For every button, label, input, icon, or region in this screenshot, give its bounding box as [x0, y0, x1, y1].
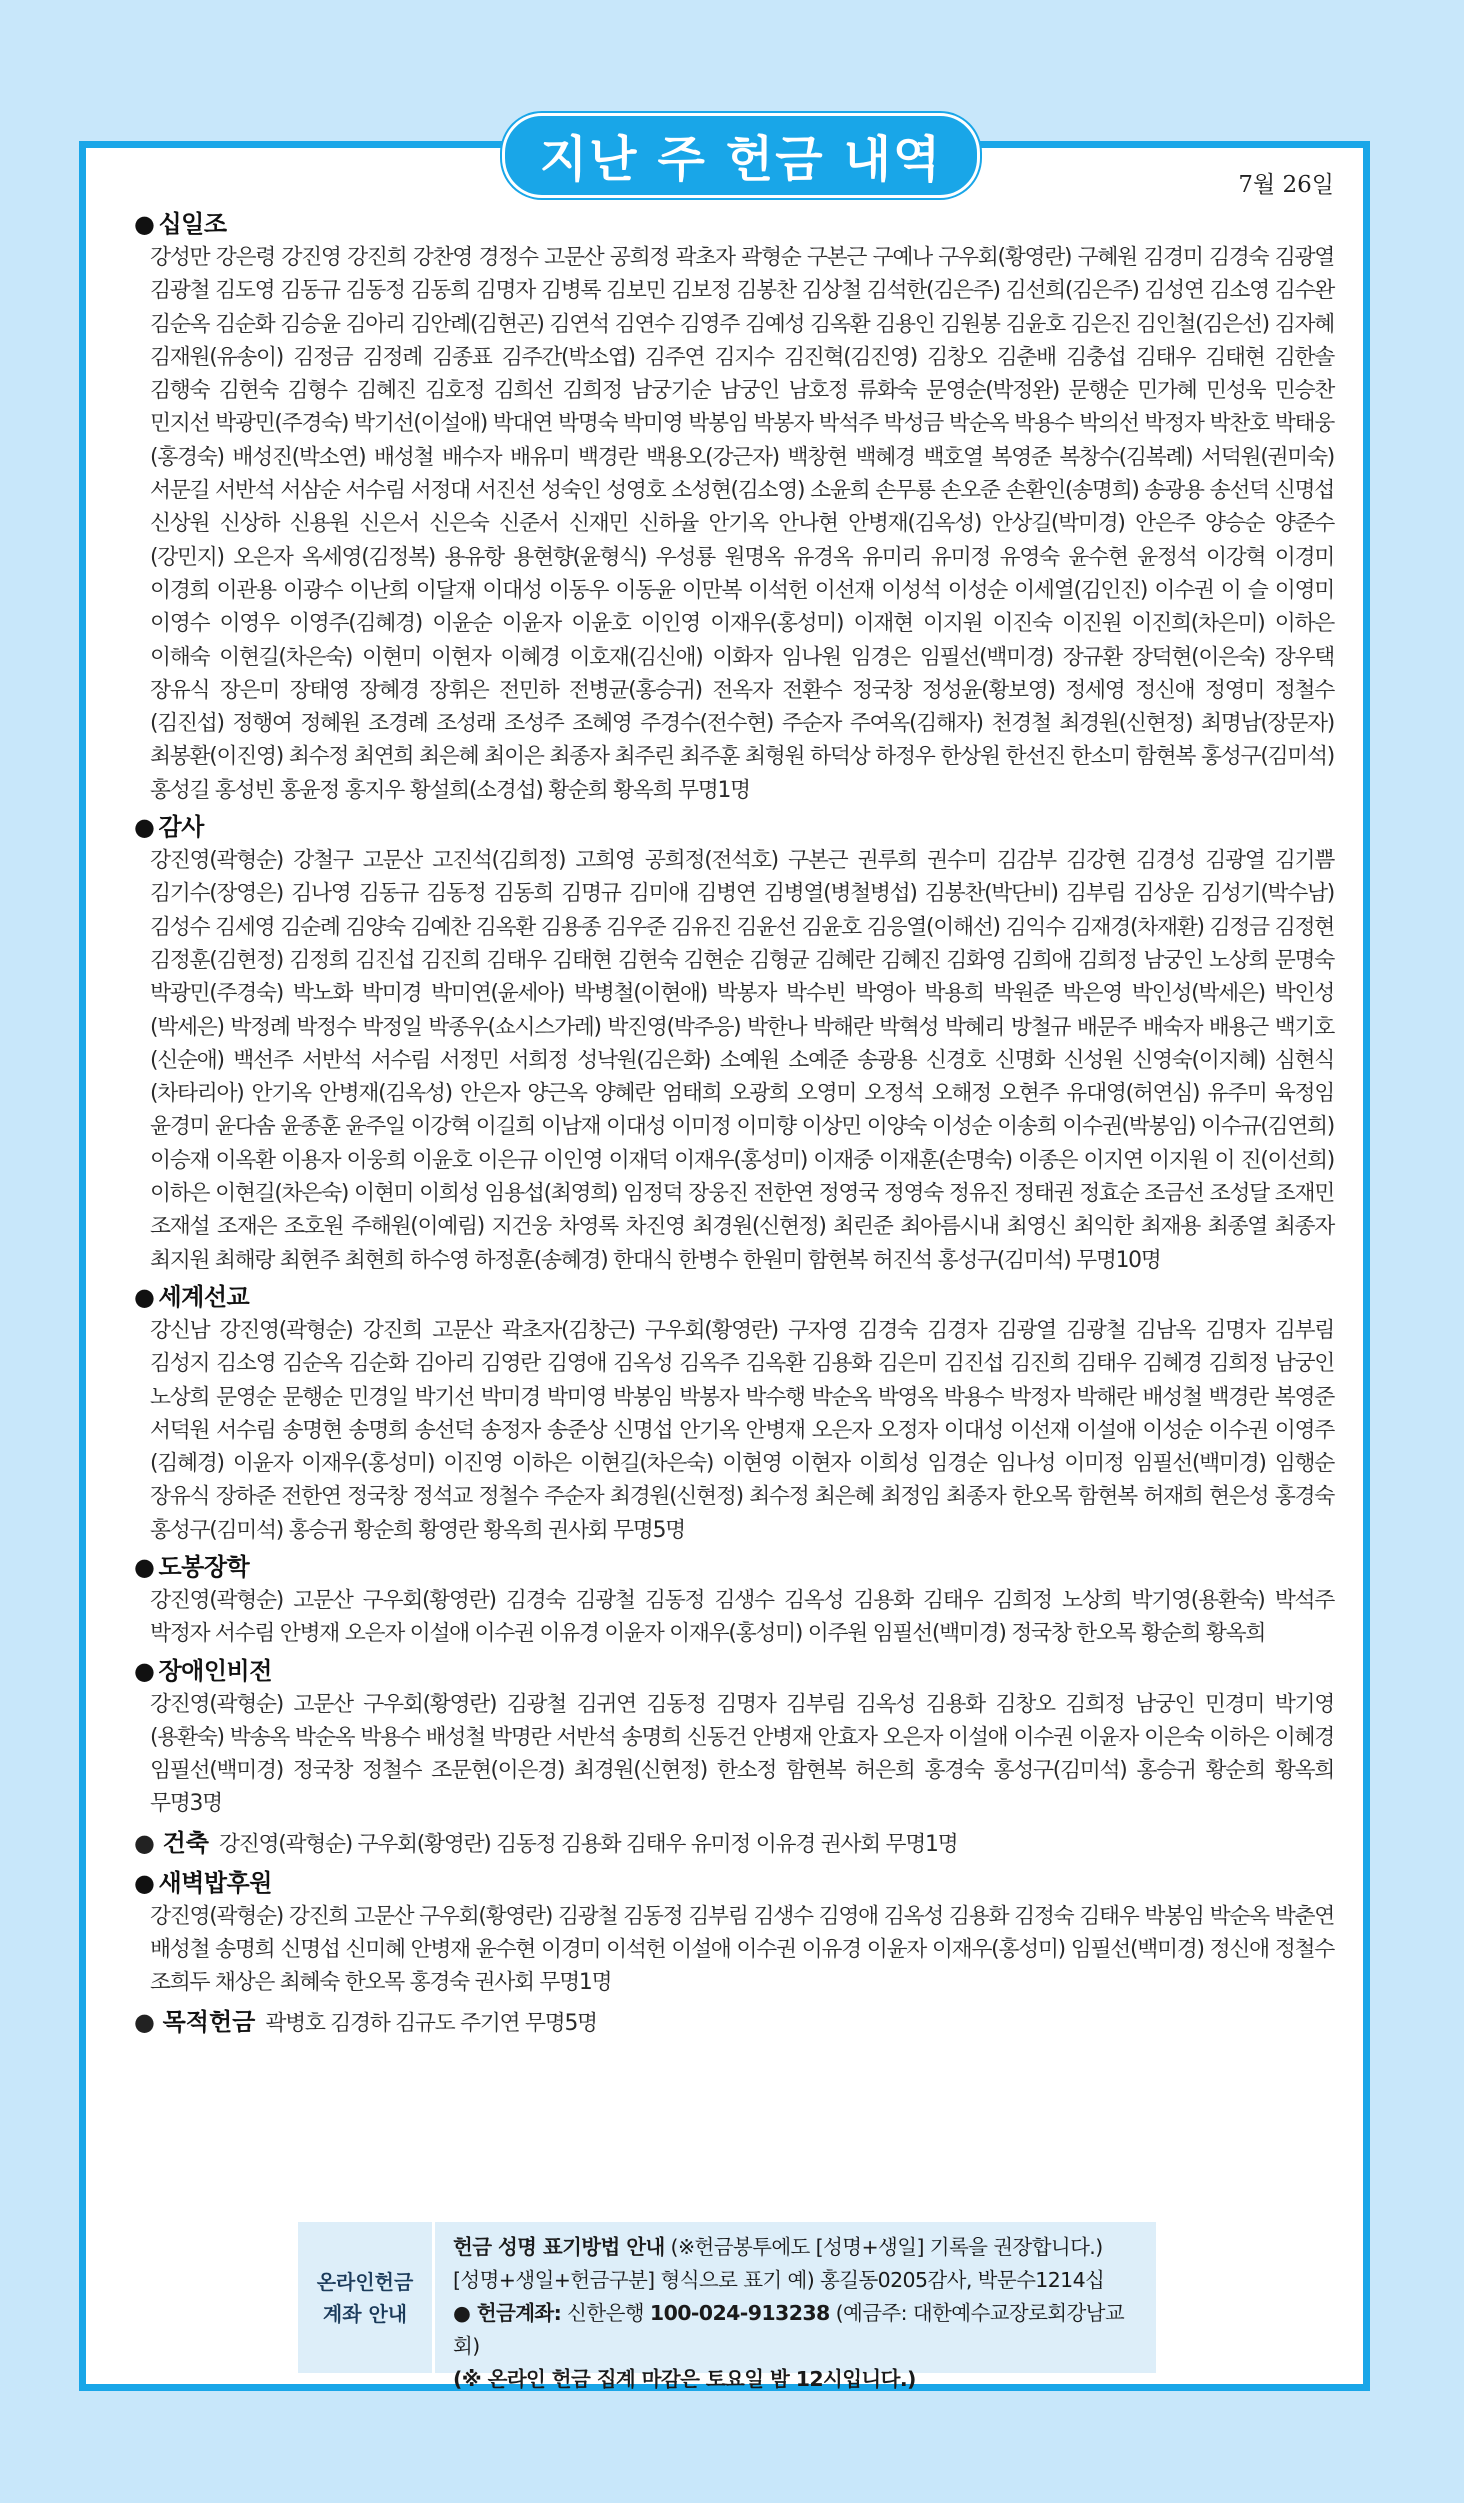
section-names: 강진영(곽형순) 강철구 고문산 고진석(김희정) 고희영 공희정(전석호) 구본근 권루희 권수미 김감부 김강현 김경성 김광열 김기쁨 김기수(장영은) 김나영 김동규 김동정 김동희 김명규 김미애 김병연 김병열(병철병섭) 김봉찬(박단비) 김부림 김상운 김성기(박수남) 김성수 김세영 김순례 김양숙 김예찬 김옥환 김용종 김우준 김유진 김윤선 김윤호 김응열(이해선) 김익수 김재경(차재환) 김정금 김정현 김정훈(김현정) 김정희 김진섭 김진희 김태우 김태현 김현숙 김현순 김형균 김혜란 김혜진 김화영 김희애 김희정 남궁인 노상희 문명숙 박광민(주경숙) 박노화 박미경 박미연(윤세아) 박병철(이현애) 박봉자 박수빈 박영아 박용희 박원준 박은영 박인성(박세은) 박인성(박세은) 박정례 박정수 박정일 박종우(쇼시스가레) 박진영(박주응) 박한나 박해란 박혁성 박혜리 방철규 배문주 배숙자 배용근 백기호(신순애) 백선주 서반석 서수림 서정민 서희정 성낙원(김은화) 소예원 소예준 송광용 신경호 신명화 신성원 신영숙(이지혜) 심현식(차타리아) 안기옥 안병재(김옥성) 안은자 양근옥 양혜란 엄태희 오광희 오영미 오정석 오해정 오현주 유대영(허연심) 유주미 육정임 윤경미 윤다솜 윤종훈 윤주일 이강혁 이길희 이남재 이대성 이미정 이미향 이상민 이양숙 이성순 이송희 이수권(박봉임) 이수규(김연희) 이승재 이옥환 이용자 이웅희 이윤호 이은규 이인영 이재덕 이재우(홍성미) 이재중 이재훈(손명숙) 이종은 이지연 이지원 이 진(이선희) 이하은 이현길(차은숙) 이현미 이희성 임용섭(최영희) 임정덕 장웅진 전한연 정영국 정영숙 정유진 정태권 정효순 조금선 조성달 조재민 조재설 조재은 조호원 주해원(이예림) 지건웅 차영록 차진영 최경원(신현정) 최린준 최아름시내 최영신 최익한 최재용 최종열 최종자 최지원 최해랑 최현주 최현희 하수영 하정훈(송혜경) 한대식 한병수 한원미 함현복 허진석 홍성구(김미석) 무명10명 [150, 848, 1334, 1273]
deadline-note: (※ 온라인 헌금 집계 마감은 토요일 밤 12시입니다.) [453, 2367, 916, 2391]
section-names: 강진영(곽형순) 구우회(황영란) 김동정 김용화 김태우 유미정 이유경 권사회 무명1명 [218, 1831, 958, 1857]
bullet-icon: ● [134, 1868, 155, 1897]
bullet-icon: ● [134, 1552, 155, 1581]
account-label: 헌금계좌: [476, 2301, 562, 2325]
bullet-icon: ● [134, 1828, 155, 1857]
section-label: 도봉장학 [158, 1552, 250, 1581]
section-label: 십일조 [158, 210, 227, 238]
guide-note: (※헌금봉투에도 [성명+생일] 기록을 권장합니다.) [664, 2235, 1103, 2259]
section-names: 강성만 강은령 강진영 강진희 강찬영 경정수 고문산 공희정 곽초자 곽형순 구본근 구예나 구우회(황영란) 구혜원 김경미 김경숙 김광열 김광철 김도영 김동규 김동정 김동희 김명자 김병록 김보민 김보정 김봉찬 김상철 김석한(김은주) 김선희(김은주) 김성연 김소영 김수완 김순옥 김순화 김승윤 김아리 김안례(김현곤) 김연석 김연수 김영주 김예성 김옥환 김용인 김원봉 김윤호 김은진 김인철(김은선) 김자혜 김재원(유송이) 김정금 김정례 김종표 김주간(박소엽) 김주연 김지수 김진혁(김진영) 김창오 김춘배 김충섭 김태우 김태현 김한솔 김행숙 김현숙 김형수 김혜진 김호정 김희선 김희정 남궁기순 남궁인 남호정 류화숙 문영순(박정완) 문행순 민가혜 민성욱 민승찬 민지선 박광민(주경숙) 박기선(이설애) 박대연 박명숙 박미영 박봉임 박봉자 박석주 박성금 박순옥 박용수 박의선 박정자 박찬호 박태웅(홍경숙) 배성진(박소연) 배성철 배수자 배유미 백경란 백용오(강근자) 백창현 백혜경 백호열 복영준 복창수(김복례) 서덕원(권미숙) 서문길 서반석 서삼순 서수림 서정대 서진선 성숙인 성영호 소성현(김소영) 소윤희 손무룡 손오준 손환인(송명희) 송광용 송선덕 신명섭 신상원 신상하 신용원 신은서 신은숙 신준서 신재민 신하율 안기옥 안나현 안병재(김옥성) 안상길(박미경) 안은주 양승순 양준수(강민지) 오은자 옥세영(김정복) 용유항 용현향(윤형식) 우성룡 원명옥 유경옥 유미리 유미정 유영숙 윤수현 윤정석 이강혁 이경미 이경희 이관용 이광수 이난희 이달재 이대성 이동우 이동윤 이만복 이석헌 이선재 이성석 이성순 이세열(김인진) 이수권 이 슬 이영미 이영수 이영우 이영주(김혜경) 이윤순 이윤자 이윤호 이인영 이재우(홍성미) 이재현 이지원 이진숙 이진원 이진희(차은미) 이하은 이해숙 이현길(차은숙) 이현미 이현자 이혜경 이호재(김신애) 이화자 임나원 임경은 임필선(백미경) 장규환 장덕현(이은숙) 장우택 장유식 장은미 장태영 장혜경 장휘은 전민하 전병균(홍승귀) 전옥자 전환수 정국창 정성윤(황보영) 정세영 정신애 정영미 정철수(김진섭) 정행여 정혜원 조경례 조성래 조성주 조혜영 주경수(전수현) 주순자 주여옥(김해자) 천경철 최경원(신현정) 최명남(장문자) 최봉환(이진영) 최수정 최연희 최은혜 최이은 최종자 최주린 최주훈 최형원 하덕상 하정우 한상원 한선진 한소미 함현복 홍성구(김미석) 홍성길 홍성빈 홍윤정 홍지우 황설희(소경섭) 황순희 황옥희 무명1명 [150, 245, 1334, 803]
section-label: 감사 [158, 813, 204, 842]
section-label: 새벽밥후원 [158, 1868, 272, 1897]
section-dobong-scholarship [134, 1551, 1334, 1651]
section-designated-offering [134, 2004, 1334, 2042]
section-names: 강진영(곽형순) 고문산 구우회(황영란) 김경숙 김광철 김동정 김생수 김옥성 김용화 김태우 김희정 노상희 박기영(용환숙) 박석주 박정자 서수림 안병재 오은자 이설애 이수권 이유경 이윤자 이재우(홍성미) 이주원 임필선(백미경) 정국창 한오목 황순희 황옥희 [150, 1587, 1334, 1647]
guide-text [435, 2222, 1156, 2391]
bullet-icon: ● [134, 210, 155, 238]
guide-line-1 [453, 2231, 1138, 2264]
section-label: 목적헌금 [162, 2007, 256, 2036]
bank-name: 신한은행 [561, 2301, 650, 2325]
guide-line-3: ● 헌금계좌: 신한은행 100-024-913238 (예금주: 대한예수교장로회강남교회) [453, 2301, 1125, 2358]
guide-line-4 [453, 2363, 1138, 2396]
section-label: 장애인비전 [158, 1656, 272, 1685]
bullet-icon: ● [134, 1282, 155, 1311]
section-names: 강진영(곽형순) 강진희 고문산 구우회(황영란) 김광철 김동정 김부림 김생수 김영애 김옥성 김용화 김정숙 김태우 박봉임 박순옥 박춘연 배성철 송명희 신명섭 신미혜 안병재 윤수현 이경미 이석헌 이설애 이수권 이유경 이윤자 이재우(홍성미) 임필선(백미경) 정신애 정철수 조희두 채상은 최혜숙 한오목 홍경숙 권사회 무명1명 [150, 1903, 1334, 1996]
guide-heading: 헌금 성명 표기방법 안내 [453, 2235, 665, 2259]
account-holder: (예금주: 대한예수교장로회강남교회) [453, 2301, 1125, 2358]
bullet-icon: ● [134, 2007, 155, 2036]
bullet-icon: ● [134, 813, 155, 842]
account-number[interactable]: 100-024-913238 [649, 2301, 830, 2325]
date-label: 7월 26일 [1238, 172, 1334, 198]
bullet-icon: ● [134, 1656, 155, 1685]
section-thanksgiving [134, 811, 1334, 1277]
section-world-mission [134, 1281, 1334, 1547]
guide-label-line1: 온라인헌금 [316, 2269, 414, 2294]
section-building [134, 1825, 1334, 1863]
guide-label [298, 2222, 435, 2373]
section-disability-vision [134, 1655, 1334, 1821]
section-names: 강진영(곽형순) 고문산 구우회(황영란) 김광철 김귀연 김동정 김명자 김부림 김옥성 김용화 김창오 김희정 남궁인 민경미 박기영(용환숙) 박송옥 박순옥 박용수 배성철 박명란 서반석 송명희 신동건 안병재 안효자 오은자 이설애 이수권 이윤자 이은숙 이하은 이혜경 임필선(백미경) 정국창 정철수 조문현(이은경) 최경원(신현정) 한소정 함현복 허은희 홍경숙 홍성구(김미석) 홍승귀 황순희 황옥희 무명3명 [150, 1691, 1334, 1817]
online-offering-guide [298, 2222, 1156, 2391]
guide-label-line2: 계좌 안내 [322, 2301, 408, 2326]
page-title: 지난 주 헌금 내역 [502, 113, 980, 198]
section-label: 세계선교 [158, 1282, 250, 1311]
section-names: 강신남 강진영(곽형순) 강진희 고문산 곽초자(김창근) 구우회(황영란) 구자영 김경숙 김경자 김광열 김광철 김남옥 김명자 김부림 김성지 김소영 김순옥 김순화 김아리 김영란 김영애 김옥성 김옥주 김옥환 김용화 김은미 김진섭 김진희 김태우 김혜경 김희정 남궁인 노상희 문영순 문행순 민경일 박기선 박미경 박미영 박봉임 박봉자 박수행 박순옥 박영옥 박용수 박정자 박해란 배성철 백경란 복영준 서덕원 서수림 송명현 송명희 송선덕 송정자 송준상 신명섭 안기옥 안병재 오은자 오정자 이대성 이선재 이설애 이성순 이수권 이영주(김혜경) 이윤자 이재우(홍성미) 이진영 이하은 이현길(차은숙) 이현영 이현자 이희성 임경순 임나성 이미정 임필선(백미경) 임행순 장유식 장하준 전한연 정국창 정석교 정철수 주순자 최경원(신현정) 최수정 최은혜 최정임 최종자 한오목 함현복 허재희 현은성 홍경숙 홍성구(김미석) 홍승귀 황순희 황영란 황옥희 권사회 무명5명 [150, 1317, 1334, 1543]
section-tithe [134, 208, 1334, 807]
section-names: 곽병호 김경하 김규도 주기연 무명5명 [265, 2010, 597, 2036]
offering-list [134, 208, 1334, 2046]
section-dawn-meal-support [134, 1867, 1334, 2000]
section-label: 건축 [162, 1828, 209, 1857]
guide-line-2: [성명+생일+헌금구분] 형식으로 표기 예) 홍길동0205감사, 박문수1214십 [453, 2268, 1105, 2292]
